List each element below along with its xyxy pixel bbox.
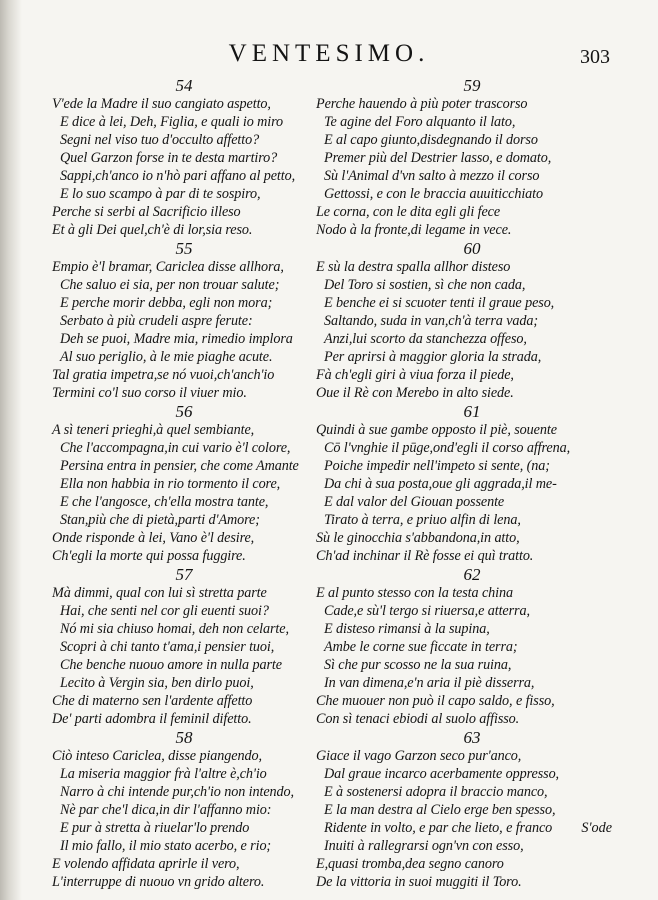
verse-line: Sù le ginocchia s'abbandona,in atto, — [316, 530, 520, 546]
verse-line: Sappi,ch'anco io n'hò pari affano al petto, — [60, 168, 296, 184]
verse-line: Gettossi, e con le braccia auuiticchiato — [324, 186, 544, 202]
verse-line: Ambe le corne sue ficcate in terra; — [324, 639, 518, 655]
verse-line: Termini co'l suo corso il viuer mio. — [52, 385, 247, 401]
verse-line: L'interruppe di nuouo vn grido altero. — [52, 874, 265, 890]
verse-line: Che saluo ei sia, per non trouar salute; — [60, 277, 280, 293]
verse-line: Dal graue incarco acerbamente oppresso, — [324, 766, 560, 782]
verse-line: E lo suo scampo à par di te sospiro, — [60, 186, 261, 202]
stanza-lines — [52, 421, 316, 565]
verse-line: E perche morir debba, egli non mora; — [60, 295, 273, 311]
verse-line: E al capo giunto,disdegnando il dorso — [324, 132, 538, 148]
verse-line: E disteso rimansi à la supina, — [324, 621, 490, 637]
verse-line: Scopri à chi tanto t'ama,i pensier tuoi, — [60, 639, 275, 655]
verse-line: E à sostenersi adopra il braccio manco, — [324, 784, 548, 800]
stanza-number: 56 — [175, 402, 193, 421]
stanza-lines — [52, 95, 316, 239]
verse-line: Nodo à la fronte,di legame in vece. — [316, 222, 512, 238]
verse-line: Tirato à terra, e priuo alfin di lena, — [324, 512, 521, 528]
verse-line: V'ede la Madre il suo cangiato aspetto, — [52, 96, 271, 112]
verse-line: Onde risponde à lei, Vano è'l desire, — [52, 530, 255, 546]
verse-line: Con sì tenaci ebiodi al suolo affisso. — [316, 711, 520, 727]
verse-line: Cō l'vnghie il pūge,ond'egli il corso affrena, — [324, 440, 571, 456]
verse-line: Ch'ad inchinar il Rè fosse ei quì tratto. — [316, 548, 534, 564]
verse-line: In van dimena,e'n aria il piè disserra, — [324, 675, 535, 691]
verse-line: Nè par che'l dica,in dir l'affanno mio: — [60, 802, 272, 818]
verse-line: E dice à lei, Deh, Figlia, e quali io miro — [60, 114, 284, 130]
catchword: S'ode — [581, 820, 612, 836]
verse-line: E benche ei si scuoter tenti il graue peso, — [324, 295, 555, 311]
verse-line: Sì che pur scosso ne la sua ruina, — [324, 657, 512, 673]
verse-line: Poiche impedir nell'impeto si sente, (na; — [324, 458, 550, 474]
verse-line: E pur à stretta à riuelar'lo prendo — [60, 820, 250, 836]
stanza-number: 57 — [175, 565, 193, 584]
right-column — [316, 76, 628, 891]
stanza-lines — [316, 747, 628, 891]
verse-line: Persina entra in pensier, che come Amante — [60, 458, 299, 474]
stanza — [316, 728, 628, 891]
verse-line: Empio è'l bramar, Cariclea disse allhora, — [52, 259, 284, 275]
verse-line: E,quasi tromba,dea segno canoro — [316, 856, 504, 872]
stanza — [316, 402, 628, 565]
stanza-number: 63 — [463, 728, 481, 747]
stanza-lines — [52, 258, 316, 402]
verse-line: Ridente in volto, e par che lieto, e franco — [324, 820, 553, 836]
verse-line: Ciò inteso Cariclea, disse piangendo, — [52, 748, 262, 764]
stanza-number: 62 — [463, 565, 481, 584]
stanza — [52, 76, 316, 239]
verse-line: Nó mi sia chiuso homai, deh non celarte, — [60, 621, 289, 637]
verse-line: Anzi,lui scorto da stanchezza offeso, — [324, 331, 527, 347]
stanza — [52, 728, 316, 891]
verse-line: Al suo periglio, à le mie piaghe acute. — [60, 349, 273, 365]
verse-line: Mà dimmi, qual con lui sì stretta parte — [52, 585, 267, 601]
verse-line: Quindi à sue gambe opposto il piè, souente — [316, 422, 557, 438]
verse-line: Da chi à sua posta,oue gli aggrada,il me- — [324, 476, 557, 492]
verse-line: E sù la destra spalla allhor disteso — [316, 259, 511, 275]
stanza — [52, 239, 316, 402]
verse-line: Per aprirsi à maggior gloria la strada, — [324, 349, 542, 365]
stanza-number: 54 — [175, 76, 193, 95]
verse-line: Fà ch'egli giri à viua forza il piede, — [316, 367, 514, 383]
stanza-lines — [316, 258, 628, 402]
verse-line: Segni nel viso tuo d'occulto affetto? — [60, 132, 260, 148]
stanza — [316, 565, 628, 728]
verse-line: Cade,e sù'l tergo si riuersa,e atterra, — [324, 603, 530, 619]
verse-line: Lecito à Vergin sia, ben dirlo puoi, — [60, 675, 254, 691]
stanza — [52, 565, 316, 728]
verse-line: Ella non habbia in rio tormento il core, — [60, 476, 281, 492]
stanza-number: 61 — [463, 402, 481, 421]
verse-line: Le corna, con le dita egli gli fece — [316, 204, 501, 220]
verse-line: Tal gratia impetra,se nó vuoi,ch'anch'io — [52, 367, 275, 383]
verse-line: Che benche nuouo amore in nulla parte — [60, 657, 282, 673]
verse-line: Narro à chi intende pur,ch'io non intendo, — [60, 784, 294, 800]
verse-line: Premer più del Destrier lasso, e domato, — [324, 150, 552, 166]
stanza — [316, 76, 628, 239]
verse-line: Perche si serbi al Sacrificio illeso — [52, 204, 241, 220]
running-head: VENTESIMO. — [228, 40, 430, 67]
verse-line: Stan,più che di pietà,parti d'Amore; — [60, 512, 260, 528]
verse-line: Saltando, suda in van,ch'à terra vada; — [324, 313, 538, 329]
stanza-number: 55 — [175, 239, 193, 258]
stanza-lines — [316, 421, 628, 565]
verse-line: E al punto stesso con la testa china — [316, 585, 513, 601]
verse-line: De' parti adombra il feminil difetto. — [52, 711, 252, 727]
verse-line: E dal valor del Giouan possente — [324, 494, 505, 510]
verse-line: La miseria maggior frà l'altre è,ch'io — [60, 766, 267, 782]
stanza — [52, 402, 316, 565]
verse-line: Che l'accompagna,in cui vario è'l colore, — [60, 440, 291, 456]
stanza — [316, 239, 628, 402]
stanza-number: 60 — [463, 239, 481, 258]
verse-line: E che l'angosce, ch'ella mostra tante, — [60, 494, 269, 510]
stanza-number: 59 — [463, 76, 481, 95]
verse-line: Del Toro si sostien, sì che non cada, — [324, 277, 526, 293]
verse-line: Oue il Rè con Merebo in alto siede. — [316, 385, 514, 401]
left-column — [52, 76, 316, 891]
verse-line: E la man destra al Cielo erge ben spesso, — [324, 802, 556, 818]
verse-line: Sù l'Animal d'vn salto à mezzo il corso — [324, 168, 540, 184]
verse-line: A sì teneri prieghi,à quel sembiante, — [52, 422, 255, 438]
page-number: 303 — [580, 46, 610, 68]
verse-line: E volendo affidata aprirle il vero, — [52, 856, 240, 872]
verse-line: Che muouer non può il capo saldo, e fisso, — [316, 693, 555, 709]
stanza-lines — [316, 584, 628, 728]
page-gutter-shadow — [0, 0, 22, 900]
verse-line: Serbato à più crudeli aspre ferute: — [60, 313, 253, 329]
verse-line: Ch'egli la morte qui possa fuggire. — [52, 548, 246, 564]
stanza-lines — [52, 584, 316, 728]
verse-line: Te agine del Foro alquanto il lato, — [324, 114, 516, 130]
page-header — [0, 40, 658, 74]
verse-line: Che di materno sen l'ardente affetto — [52, 693, 253, 709]
verse-line: Perche hauendo à più poter trascorso — [316, 96, 528, 112]
verse-line: Inuiti à rallegrarsi ogn'vn con esso, — [324, 838, 524, 854]
verse-line: Il mio fallo, il mio stato acerbo, e rio; — [60, 838, 272, 854]
verse-line: Et à gli Dei quel,ch'è di lor,sia reso. — [52, 222, 253, 238]
verse-line: Deh se puoi, Madre mia, rimedio implora — [60, 331, 293, 347]
verse-line: Quel Garzon forse in te desta martiro? — [60, 150, 278, 166]
stanza-lines — [52, 747, 316, 891]
verse-line: Giace il vago Garzon seco pur'anco, — [316, 748, 522, 764]
verse-line: Hai, che senti nel cor gli euenti suoi? — [60, 603, 269, 619]
stanza-number: 58 — [175, 728, 193, 747]
stanza-lines — [316, 95, 628, 239]
verse-line: De la vittoria in suoi muggiti il Toro. — [316, 874, 522, 890]
